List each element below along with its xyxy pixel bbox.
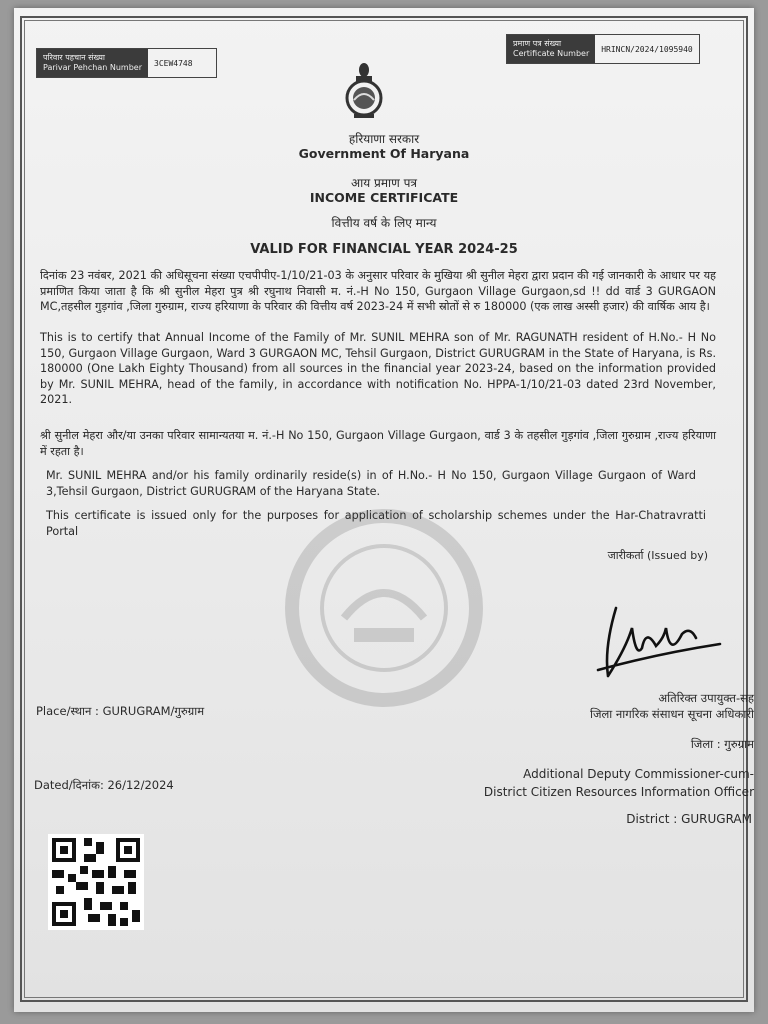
family-id-label-en: Parivar Pehchan Number (43, 63, 142, 72)
purpose-paragraph: This certificate is issued only for the purposes for application of scholarship schemes under the Har-Chatravratti Portal (46, 509, 706, 538)
certificate-paper (14, 8, 754, 1012)
hindi-certification-paragraph: दिनांक 23 नवंबर, 2021 की अधिसूचना संख्या एचपीपीए-1/10/21-03 के अनुसार परिवार के मुखिया श्री सुनील मेहरा द्वारा प्रदान की गई जानकारी के आधार पर यह प्रमाणित किया जाता है कि श्री सुनील मेहरा पुत्र श्री रघुनाथ निवासी म. नं.-H No 150, Gurgaon Village Gurgaon,sd !! dd वार्ड 3 GURGAON MC,तहसील गुड़गांव ,जिला गुरुग्राम, राज्य हरियाणा के परिवार की वित्तीय वर्ष 2023-24 में सभी स्रोतों से रु 180000 (एक लाख अस्सी हजार) की वार्षिक आय है। (40, 269, 716, 313)
govt-title: Government Of Haryana (298, 146, 470, 161)
govt-title-hindi: हरियाणा सरकार (348, 132, 420, 146)
family-id-label-hi: परिवार पहचान संख्या (43, 53, 105, 62)
watermark-seal-icon (274, 508, 494, 708)
officer-signature-icon (586, 588, 726, 688)
family-id-value: 3CEW4748 (154, 58, 193, 68)
officer-designation-hindi-2: जिला नागरिक संसाधन सूचना अधिकारी (589, 707, 754, 721)
english-residence-paragraph: Mr. SUNIL MEHRA and/or his family ordinarily reside(s) in of H.No.- H No 150, Gurgaon Village Gurgaon of Ward 3,Tehsil Gurgaon, District GURUGRAM of the Haryana State. (46, 469, 696, 498)
issued-by-label: जारीकर्ता (Issued by) (607, 549, 708, 562)
certificate-label-en: Certificate Number (513, 49, 590, 58)
validity-hindi: वित्तीय वर्ष के लिए मान्य (331, 216, 437, 230)
district-hindi: जिला : गुरुग्राम (690, 737, 754, 751)
certificate-number-value: HRINCN/2024/1095940 (601, 44, 693, 54)
date-line: Dated/दिनांक: 26/12/2024 (34, 778, 174, 792)
family-id-box (36, 48, 217, 78)
hindi-residence-paragraph: श्री सुनील मेहरा और/या उनका परिवार सामान्यतया म. नं.-H No 150, Gurgaon Village Gurgaon, वार्ड 3 के तहसील गुड़गांव ,जिला गुरुग्राम ,राज्य हरियाणा में रहता है। (40, 429, 716, 458)
place-line: Place/स्थान : GURUGRAM/गुरुग्राम (36, 704, 205, 718)
english-certification-paragraph: This is to certify that Annual Income of the Family of Mr. SUNIL MEHRA son of Mr. RAGUNATH resident of H.No.- H No 150, Gurgaon Village Gurgaon, Ward 3 GURGAON MC, Tehsil Gurgaon, District GURUGRAM in the State of Haryana, is Rs. 180000 (One Lakh Eighty Thousand) from all sources in the financial year 2023-24, based on the information provided by Mr. SUNIL MEHRA, head of the family, in accordance with notification No. HPPA-1/10/21-03 dated 23rd November, 2021. (40, 331, 716, 406)
qr-code-icon (48, 834, 144, 930)
officer-designation-2: District Citizen Resources Information Officer (483, 785, 754, 799)
district-line: District : GURUGRAM (626, 812, 752, 826)
certificate-number-box (506, 34, 700, 64)
officer-designation-1: Additional Deputy Commissioner-cum- (523, 767, 754, 781)
certificate-title: INCOME CERTIFICATE (309, 190, 459, 205)
haryana-emblem-icon (342, 60, 386, 120)
certificate-title-hindi: आय प्रमाण पत्र (350, 176, 418, 190)
validity-title: VALID FOR FINANCIAL YEAR 2024-25 (250, 242, 518, 257)
certificate-label-hi: प्रमाण पत्र संख्या (513, 39, 562, 48)
officer-designation-hindi-1: अतिरिक्त उपायुक्त-सह (658, 691, 754, 705)
